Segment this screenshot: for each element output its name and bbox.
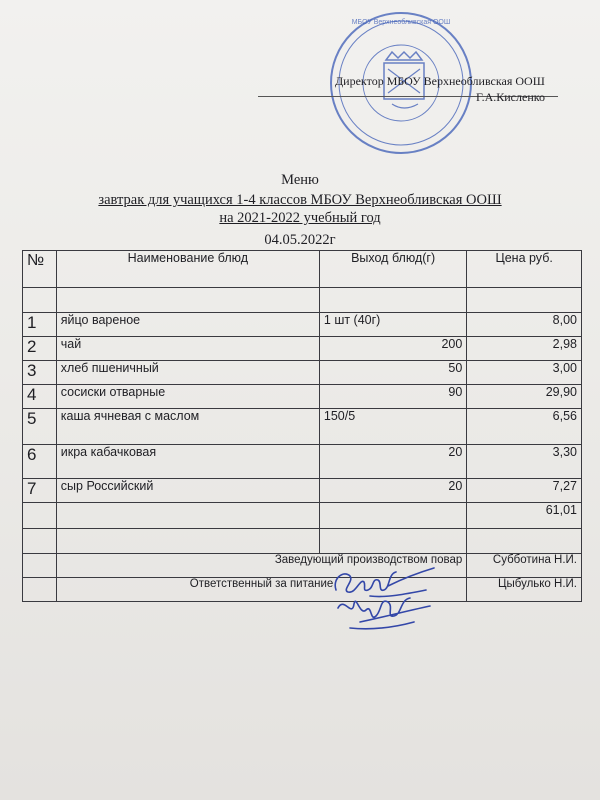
table-row-empty	[23, 288, 582, 313]
dish-price: 3,30	[467, 445, 582, 479]
dish-price: 7,27	[467, 479, 582, 503]
dish-name: сосиски отварные	[56, 385, 319, 409]
dish-price: 8,00	[467, 313, 582, 337]
dish-yield: 200	[319, 337, 466, 361]
dish-price: 29,90	[467, 385, 582, 409]
menu-date: 04.05.2022г	[264, 232, 336, 248]
signatory-name: Субботина Н.И.	[467, 554, 582, 578]
row-number: 2	[23, 337, 57, 361]
dish-yield: 1 шт (40г)	[319, 313, 466, 337]
table-row	[23, 313, 582, 337]
table-row-empty	[23, 529, 582, 554]
signature-drawing-nutrition-responsible	[330, 588, 440, 634]
signatory-name: Цыбулько Н.И.	[467, 578, 582, 602]
signatory-role: Ответственный за питание	[56, 578, 467, 602]
dish-yield: 90	[319, 385, 466, 409]
dish-yield: 150/5	[319, 409, 466, 445]
dish-name: каша ячневая с маслом	[56, 409, 319, 445]
director-label: Директор МБОУ Верхнеобливская ООШ	[335, 74, 545, 88]
dish-yield: 20	[319, 445, 466, 479]
dish-yield: 20	[319, 479, 466, 503]
menu-subtitle: завтрак для учащихся 1-4 классов МБОУ Верхнеобливская ООШ	[98, 192, 502, 208]
menu-table	[22, 250, 582, 602]
signature-row	[23, 578, 582, 602]
table-row	[23, 445, 582, 479]
table-row	[23, 361, 582, 385]
school-year: на 2021-2022 учебный год	[219, 210, 381, 226]
table-row	[23, 337, 582, 361]
table-row	[23, 479, 582, 503]
signature-row	[23, 554, 582, 578]
total-price: 61,01	[467, 503, 582, 529]
row-number: 3	[23, 361, 57, 385]
row-number: 6	[23, 445, 57, 479]
table-row-total	[23, 503, 582, 529]
menu-title: Меню	[281, 172, 319, 188]
column-header-price: Цена руб.	[467, 251, 582, 288]
table-header-row	[23, 251, 582, 288]
row-number: 4	[23, 385, 57, 409]
dish-name: сыр Российский	[56, 479, 319, 503]
dish-price: 6,56	[467, 409, 582, 445]
row-number: 7	[23, 479, 57, 503]
dish-name: яйцо вареное	[56, 313, 319, 337]
dish-price: 2,98	[467, 337, 582, 361]
table-row	[23, 409, 582, 445]
column-header-dish: Наименование блюд	[56, 251, 319, 288]
stamp-text: МБОУ Верхнеобливская ООШ	[351, 19, 451, 26]
dish-name: чай	[56, 337, 319, 361]
dish-name: хлеб пшеничный	[56, 361, 319, 385]
dish-price: 3,00	[467, 361, 582, 385]
signatory-role: Заведующий производством повар	[56, 554, 467, 578]
dish-name: икра кабачковая	[56, 445, 319, 479]
director-name: Г.А.Кисленко	[476, 90, 545, 104]
column-header-number: №	[23, 251, 57, 288]
row-number: 5	[23, 409, 57, 445]
table-row	[23, 385, 582, 409]
dish-yield: 50	[319, 361, 466, 385]
column-header-yield: Выход блюд(г)	[319, 251, 466, 288]
row-number: 1	[23, 313, 57, 337]
